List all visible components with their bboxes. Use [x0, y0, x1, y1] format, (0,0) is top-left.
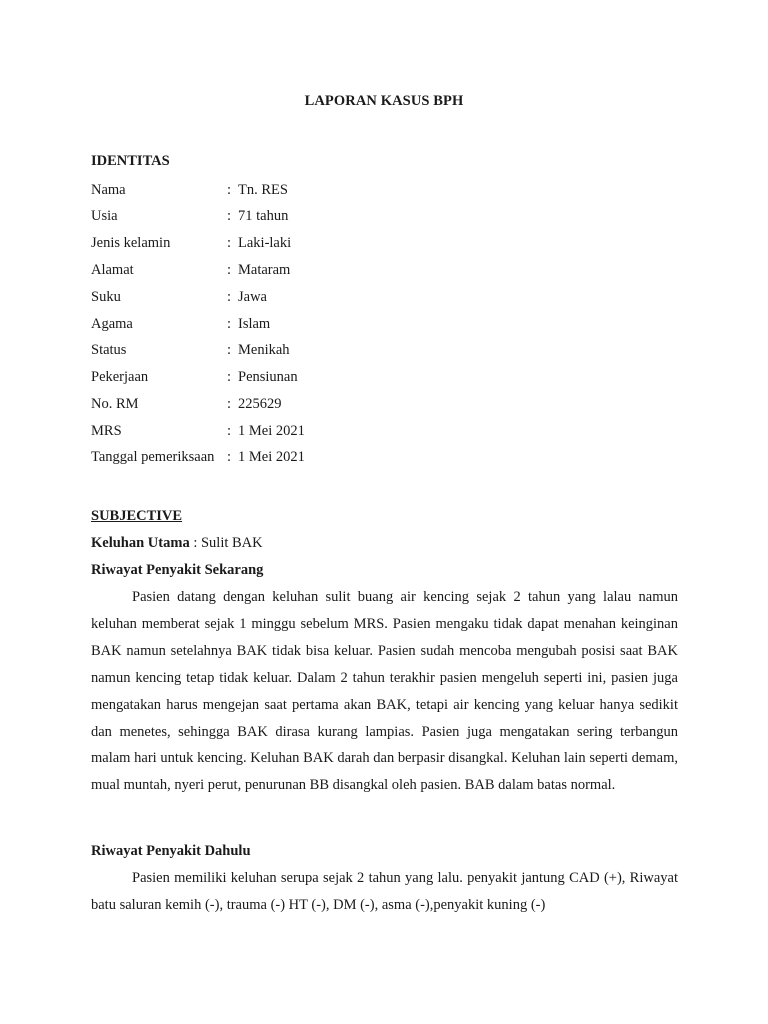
identity-value: Laki-laki	[238, 235, 292, 251]
identity-label: Agama	[91, 316, 133, 332]
identity-colon: :	[227, 235, 232, 251]
identity-label: Usia	[91, 208, 118, 224]
identity-label: Alamat	[91, 262, 134, 278]
identitas-heading: IDENTITAS	[91, 153, 170, 169]
identity-colon: :	[227, 423, 232, 439]
identity-value: Islam	[238, 316, 271, 332]
identity-colon: :	[227, 208, 232, 224]
identity-value: Jawa	[238, 289, 267, 305]
identity-value: 71 tahun	[238, 208, 289, 224]
identity-label: Nama	[91, 182, 126, 198]
identity-label: Status	[91, 342, 127, 358]
identity-value: Tn. RES	[238, 182, 288, 198]
identity-label: Pekerjaan	[91, 369, 149, 385]
identity-value: 1 Mei 2021	[238, 423, 305, 439]
rpd-heading: Riwayat Penyakit Dahulu	[91, 843, 251, 859]
identity-label: Suku	[91, 289, 121, 305]
identity-colon: :	[227, 316, 232, 332]
identity-value: Menikah	[238, 342, 290, 358]
keluhan-utama-label: Keluhan Utama	[91, 535, 190, 551]
keluhan-utama-line	[91, 535, 263, 552]
identity-colon: :	[227, 369, 232, 385]
report-title: LAPORAN KASUS BPH	[304, 93, 464, 109]
identity-value: Pensiunan	[238, 369, 298, 385]
rpd-paragraph: Pasien memiliki keluhan serupa sejak 2 tahun yang lalu. penyakit jantung CAD (+), Riwayat batu saluran kemih (-), trauma (-) HT (-), DM (-), asma (-),penyakit kuning (-)	[91, 870, 678, 913]
identity-colon: :	[227, 289, 232, 305]
rps-paragraph: Pasien datang dengan keluhan sulit buang air kencing sejak 2 tahun yang lalau namun keluhan memberat sejak 1 minggu sebelum MRS. Pasien mengaku tidak dapat menahan keinginan BAK namun setelahnya BAK tidak bisa keluar. Pasien sudah mencoba mengubah posisi saat BAK namun kencing tetap tidak keluar. Dalam 2 tahun terakhir pasien mengeluh seperti ini, pasien juga mengatakan harus mengejan saat pertama akan BAK, tetapi air kencing yang keluar hanya sedikit dan menetes, sehingga BAK dirasa kurang lampias. Pasien juga mengatakan sering terbangun malam hari untuk kencing. Keluhan BAK darah dan berpasir disangkal. Keluhan lain seperti demam, mual muntah, nyeri perut, penurunan BB disangkal oleh pasien. BAB dalam batas normal.	[91, 589, 678, 794]
identity-value: Mataram	[238, 262, 291, 278]
identity-label: Jenis kelamin	[91, 235, 171, 251]
identity-label: MRS	[91, 423, 122, 439]
identity-label: No. RM	[91, 396, 139, 412]
keluhan-utama-value: : Sulit BAK	[189, 535, 263, 551]
rps-heading: Riwayat Penyakit Sekarang	[91, 562, 264, 578]
identity-colon: :	[227, 342, 232, 358]
identity-value: 225629	[238, 396, 282, 412]
subjective-heading: SUBJECTIVE	[91, 508, 183, 524]
identity-colon: :	[227, 262, 232, 278]
identity-colon: :	[227, 182, 232, 198]
identity-colon: :	[227, 449, 232, 465]
identity-value: 1 Mei 2021	[238, 449, 305, 465]
identity-label: Tanggal pemeriksaan	[91, 449, 215, 465]
identity-colon: :	[227, 396, 232, 412]
